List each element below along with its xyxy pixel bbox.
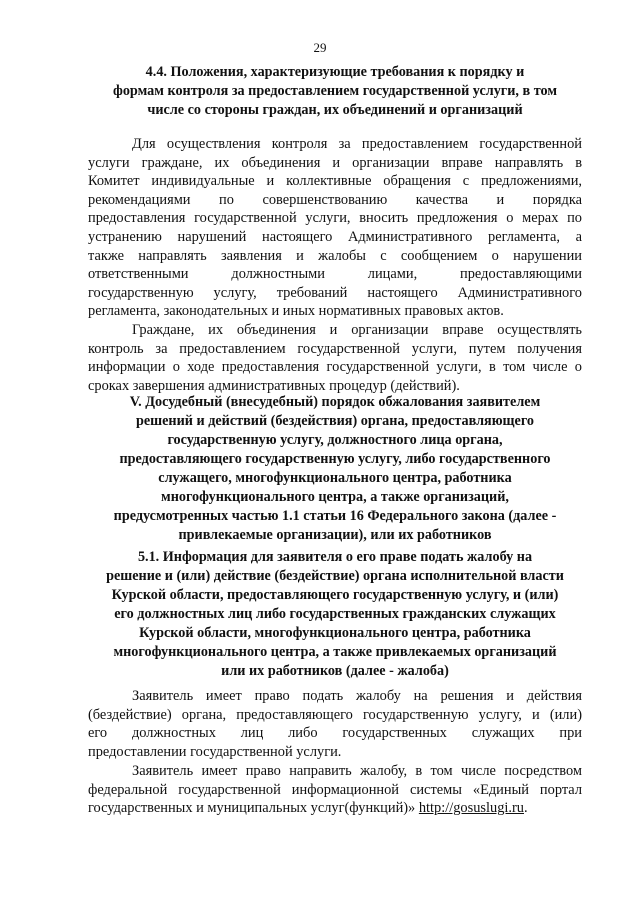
page-number: 29 <box>313 40 327 55</box>
paragraph-line: предоставления государственной услуги, вносить предложения о мерах по <box>88 210 582 227</box>
heading-line: Курской области, многофункционального центра, работника <box>139 625 531 641</box>
paragraph-line: предоставлении государственной услуги. <box>88 743 342 760</box>
heading-line: его должностных лиц либо государственных гражданских служащих <box>114 606 556 622</box>
paragraph-line: государственную услугу, требований настоящего Административного <box>88 284 582 301</box>
paragraph-line: Заявитель имеет право подать жалобу на решения и действия <box>132 688 582 704</box>
paragraph-line: федеральной государственной информационной системы «Единый портал <box>88 781 582 798</box>
paragraph-line: информации о ходе предоставления государственной услуги, в том числе о <box>88 359 582 376</box>
paragraph-line: рекомендациями по совершенствованию качества и порядка <box>88 191 582 208</box>
link-suffix: . <box>524 800 528 817</box>
heading-line: многофункционального центра, а также организаций, <box>161 489 509 505</box>
paragraph-line: Комитет индивидуальные и коллективные обращения с предложениями, <box>88 173 582 190</box>
heading-line: или их работников (далее - жалоба) <box>221 663 449 679</box>
heading-line: Курской области, предоставляющего государственную услугу, и (или) <box>111 587 559 603</box>
paragraph-text: государственных и муниципальных услуг(функций)» <box>88 800 419 817</box>
section-4-4-heading <box>88 63 582 120</box>
heading-line: государственную услугу, должностного лица органа, <box>167 432 503 448</box>
paragraph-line: Для осуществления контроля за предоставлением государственной <box>132 136 582 152</box>
heading-line: формам контроля за предоставлением государственной услуги, в том <box>113 83 557 99</box>
section-5-1-paragraph-2 <box>88 762 582 818</box>
section-4-4-paragraph-2 <box>88 321 582 395</box>
heading-line: 4.4. Положения, характеризующие требования к порядку и <box>145 64 525 80</box>
paragraph-line: сроках завершения административных процедур (действий). <box>88 377 460 394</box>
heading-line: числе со стороны граждан, их объединений и организаций <box>147 102 523 118</box>
section-4-4-paragraph-1 <box>88 135 582 321</box>
section-5-1-paragraph-1 <box>88 687 582 761</box>
section-5-1-heading <box>88 548 582 681</box>
paragraph-line: (бездействие) органа, предоставляющего государственную услугу, и (или) <box>88 706 582 723</box>
heading-line: 5.1. Информация для заявителя о его праве подать жалобу на <box>137 549 533 565</box>
heading-line: предусмотренных частью 1.1 статьи 16 Федерального закона (далее - <box>113 508 557 524</box>
paragraph-line: контроль за предоставлением государственной услуги, путем получения <box>88 340 582 357</box>
heading-line: привлекаемые организации), или их работников <box>178 527 492 543</box>
heading-line: предоставляющего государственную услугу, либо государственного <box>119 451 551 467</box>
paragraph-line: устранению нарушений настоящего Административного регламента, а <box>88 228 582 245</box>
paragraph-line: также направлять заявления и жалобы с сообщением о нарушении <box>88 247 582 264</box>
heading-line: V. Досудебный (внесудебный) порядок обжалования заявителем <box>129 394 541 410</box>
heading-line: служащего, многофункционального центра, работника <box>158 470 512 486</box>
heading-line: решений и действий (бездействия) органа, предоставляющего <box>135 413 535 429</box>
paragraph-line: Заявитель имеет право направить жалобу, в том числе посредством <box>132 763 582 779</box>
gosuslugi-link[interactable]: http://gosuslugi.ru <box>418 800 524 817</box>
paragraph-line: ответственными должностными лицами, предоставляющими <box>88 266 582 283</box>
section-5-heading <box>88 393 582 545</box>
paragraph-line: Граждане, их объединения и организации вправе осуществлять <box>132 322 582 338</box>
heading-line: решение и (или) действие (бездействие) органа исполнительной власти <box>106 568 564 584</box>
paragraph-line: услуги граждане, их объединения и организации вправе направлять в <box>88 154 582 171</box>
paragraph-line: его должностных лиц либо государственных служащих при <box>88 725 582 742</box>
paragraph-line: регламента, законодательных и иных нормативных правовых актов. <box>88 303 504 320</box>
paragraph-line-with-link <box>88 799 582 818</box>
heading-line: многофункционального центра, а также привлекаемых организаций <box>113 644 557 660</box>
